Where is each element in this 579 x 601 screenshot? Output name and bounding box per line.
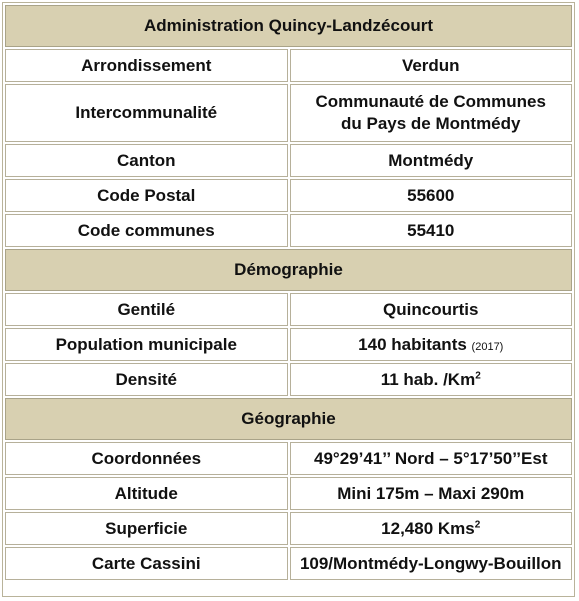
carte-cassini-label: Carte Cassini bbox=[5, 547, 288, 580]
gentile-value: Quincourtis bbox=[290, 293, 573, 326]
densite-value bbox=[290, 363, 573, 396]
coordonnees-label: Coordonnées bbox=[5, 442, 288, 475]
row-coordonnees bbox=[5, 442, 572, 475]
altitude-label: Altitude bbox=[5, 477, 288, 510]
intercommunalite-value-line1: Communauté de Communes bbox=[315, 92, 546, 111]
intercommunalite-value bbox=[290, 84, 573, 142]
row-densite bbox=[5, 363, 572, 396]
gentile-label: Gentilé bbox=[5, 293, 288, 326]
population-label: Population municipale bbox=[5, 328, 288, 361]
row-population bbox=[5, 328, 572, 361]
section-row-administration bbox=[5, 5, 572, 47]
population-value bbox=[290, 328, 573, 361]
superficie-value bbox=[290, 512, 573, 545]
section-row-demographie bbox=[5, 249, 572, 291]
carte-cassini-value: 109/Montmédy-Longwy-Bouillon bbox=[290, 547, 573, 580]
row-canton bbox=[5, 144, 572, 177]
canton-value: Montmédy bbox=[290, 144, 573, 177]
coordonnees-value: 49°29’41’’ Nord – 5°17’50’’Est bbox=[290, 442, 573, 475]
commune-info-table bbox=[2, 2, 575, 597]
code-postal-value: 55600 bbox=[290, 179, 573, 212]
section-row-geographie bbox=[5, 398, 572, 440]
superficie-value-text: 12,480 Kms bbox=[381, 518, 475, 538]
densite-value-text: 11 hab. /Km bbox=[380, 369, 476, 389]
row-code-postal bbox=[5, 179, 572, 212]
code-postal-label: Code Postal bbox=[5, 179, 288, 212]
canton-label: Canton bbox=[5, 144, 288, 177]
row-superficie bbox=[5, 512, 572, 545]
info-table bbox=[3, 3, 574, 582]
code-communes-value: 55410 bbox=[290, 214, 573, 247]
densite-label: Densité bbox=[5, 363, 288, 396]
intercommunalite-value-line2: du Pays de Montmédy bbox=[341, 114, 521, 133]
altitude-value: Mini 175m – Maxi 290m bbox=[290, 477, 573, 510]
population-year: (2017) bbox=[471, 340, 504, 353]
intercommunalite-label: Intercommunalité bbox=[5, 84, 288, 142]
arrondissement-value: Verdun bbox=[290, 49, 573, 82]
arrondissement-label: Arrondissement bbox=[5, 49, 288, 82]
population-value-text: 140 habitants bbox=[358, 334, 467, 354]
row-gentile bbox=[5, 293, 572, 326]
row-intercommunalite bbox=[5, 84, 572, 142]
superficie-label: Superficie bbox=[5, 512, 288, 545]
row-carte-cassini bbox=[5, 547, 572, 580]
superficie-exponent: 2 bbox=[474, 518, 481, 530]
row-altitude bbox=[5, 477, 572, 510]
section-header-geographie: Géographie bbox=[5, 398, 572, 440]
code-communes-label: Code communes bbox=[5, 214, 288, 247]
row-arrondissement bbox=[5, 49, 572, 82]
row-code-communes bbox=[5, 214, 572, 247]
densite-exponent: 2 bbox=[475, 369, 481, 381]
section-header-demographie: Démographie bbox=[5, 249, 572, 291]
section-header-administration: Administration Quincy-Landzécourt bbox=[5, 5, 572, 47]
